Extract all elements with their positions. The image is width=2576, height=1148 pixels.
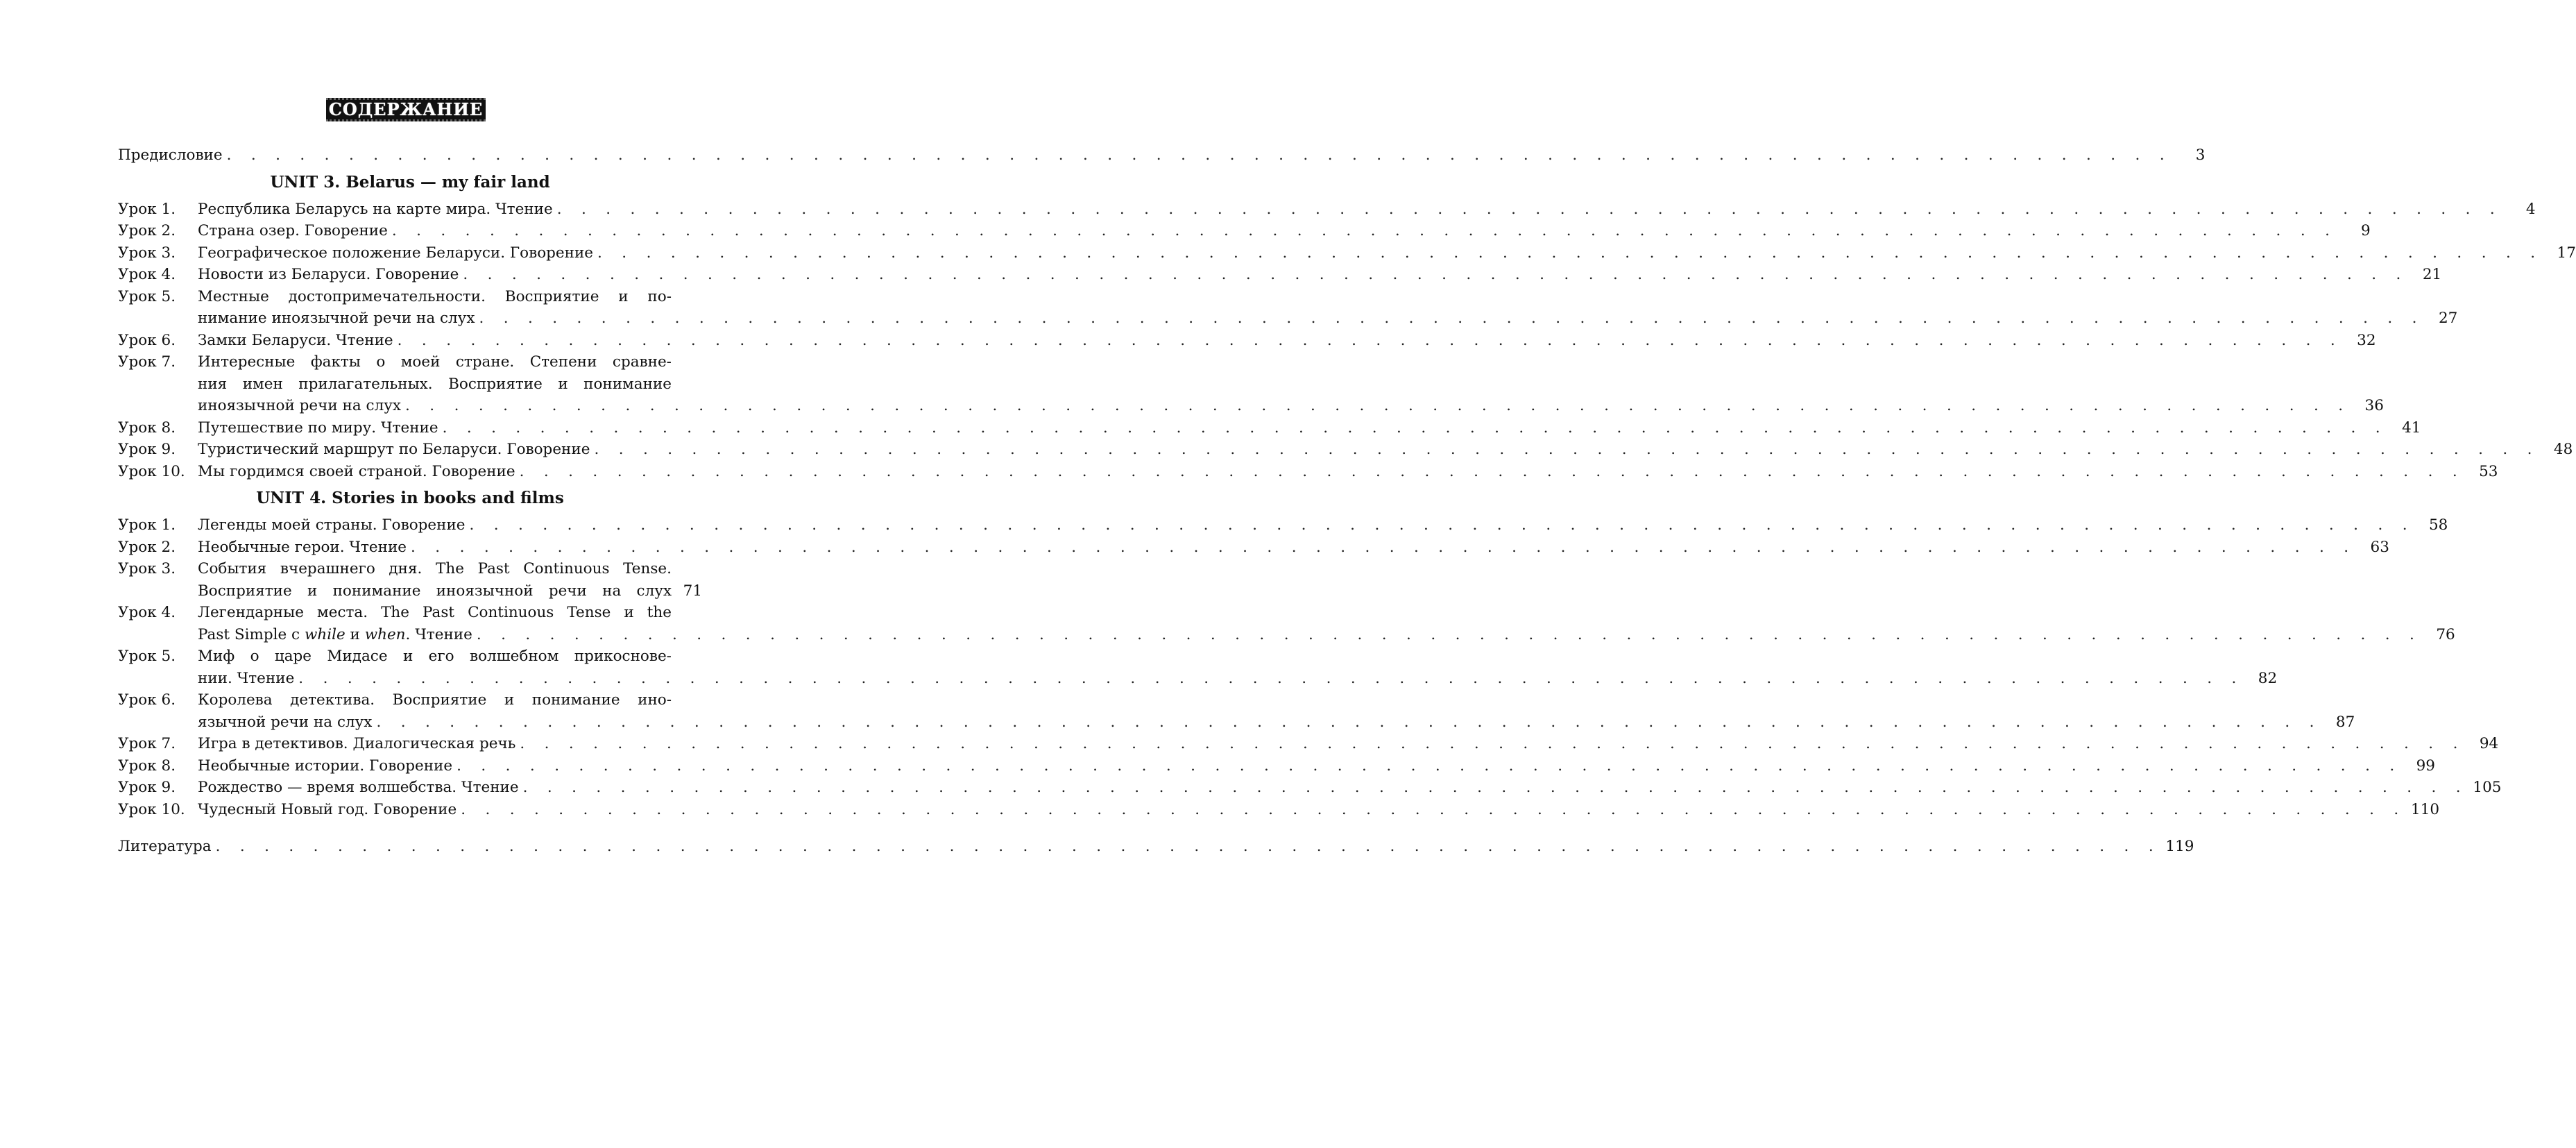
- lesson-label: Урок 4.: [118, 604, 176, 621]
- lesson-title: Интересные факты о моей стране. Степени сравне-: [198, 353, 672, 371]
- toc-entry-lesson[interactable]: [118, 351, 702, 373]
- lesson-label: Урок 2.: [118, 222, 176, 239]
- lesson-title: нии. Чтение: [198, 669, 295, 687]
- leader-dots: . . . . . . . . . . . . . . . . . . . . . . . . . . . . . . . . . . . . . . . . . . . . . . . . . . . . . . . . . . . . . . . . . . . . . . . . . . . . . . . .: [522, 779, 2468, 796]
- toc-entry-lesson[interactable]: [118, 242, 2576, 264]
- lesson-label: Урок 2.: [118, 538, 176, 556]
- toc-entry-lesson[interactable]: [118, 417, 2421, 439]
- page-number: 119: [2165, 838, 2194, 855]
- lesson-title: Туристический маршрут по Беларуси. Говорение: [198, 441, 590, 458]
- lesson-title: Чудесный Новый год. Говорение: [198, 800, 457, 818]
- lesson-label: Урок 1.: [118, 200, 176, 218]
- lesson-label: Урок 3.: [118, 244, 176, 262]
- toc-entry-preface[interactable]: [118, 144, 2206, 167]
- lesson-label: Урок 8.: [118, 757, 176, 775]
- lesson-title: Игра в детективов. Диалогическая речь: [198, 735, 516, 752]
- toc-entry-lesson[interactable]: [118, 755, 2435, 777]
- lesson-label: Урок 8.: [118, 419, 176, 437]
- lesson-label: Урок 1.: [118, 516, 176, 534]
- page-number: 53: [2479, 462, 2498, 480]
- page-number: 105: [2473, 779, 2502, 796]
- page-number: 3: [2195, 146, 2206, 164]
- title-wrap: [0, 98, 812, 121]
- units-container: [118, 167, 2576, 821]
- leader-dots: . . . . . . . . . . . . . . . . . . . . . . . . . . . . . . . . . . . . . . . . . . . . . . . . . . . . . . . . . . . . . . . . . . . . . . . . . . . . . . . .: [520, 735, 2466, 752]
- toc-entry-continuation[interactable]: [118, 624, 2455, 646]
- lesson-label: Урок 9.: [118, 441, 176, 458]
- page-number: 27: [2438, 310, 2458, 327]
- lesson-label: Урок 10.: [118, 800, 185, 818]
- lesson-title: Рождество — время волшебства. Чтение: [198, 779, 519, 796]
- lesson-title: Местные достопримечательности. Восприятие и по-: [198, 287, 672, 305]
- toc-entry-lesson[interactable]: [118, 645, 702, 668]
- leader-dots: . . . . . . . . . . . . . . . . . . . . . . . . . . . . . . . . . . . . . . . . . . . . . . . . . . . . . . . . . . . . . . . . . . . . . . . . . . . . . . . .: [476, 625, 2422, 643]
- lesson-label: Урок 5.: [118, 648, 176, 665]
- page-number: 94: [2479, 735, 2499, 752]
- lesson-title: Королева детектива. Восприятие и понимание ино-: [198, 691, 672, 709]
- lesson-title: Географическое положение Беларуси. Говорение: [198, 244, 594, 262]
- leader-dots: . . . . . . . . . . . . . . . . . . . . . . . . . . . . . . . . . . . . . . . . . . . . . . . . . . . . . . . . . . . . . . . . . . . . . . . . . . . . . . . .: [411, 538, 2356, 556]
- page-number: 17: [2557, 244, 2576, 262]
- page-number: 71: [683, 582, 702, 600]
- page-number: 9: [2361, 222, 2371, 239]
- page-number: 87: [2335, 713, 2355, 731]
- spacer: [118, 820, 702, 836]
- page-number: 21: [2422, 266, 2442, 283]
- toc-entry-continuation[interactable]: [118, 668, 2278, 690]
- lesson-title: События вчерашнего дня. The Past Continuous Tense.: [198, 560, 672, 577]
- leader-dots: . . . . . . . . . . . . . . . . . . . . . . . . . . . . . . . . . . . . . . . . . . . . . . . . . . . . . . . . . . . . . . . . . . . . . . . . . . . . . . . .: [479, 310, 2425, 327]
- lesson-title: Необычные истории. Говорение: [198, 757, 453, 775]
- page-number: 41: [2402, 419, 2421, 437]
- lesson-title: Восприятие и понимание иноязычной речи на слух: [198, 582, 672, 600]
- toc-entry-lesson[interactable]: [118, 461, 2498, 483]
- toc-entry-lesson[interactable]: [118, 514, 2448, 537]
- entry-title: Предисловие: [118, 146, 223, 164]
- leader-dots: . . . . . . . . . . . . . . . . . . . . . . . . . . . . . . . . . . . . . . . . . . . . . . . . . . . . . . . . . . . . . . . . . . . . . . . . . . . . . . . .: [594, 441, 2540, 458]
- toc-entry-lesson[interactable]: [118, 330, 2376, 352]
- toc-entry-lesson[interactable]: [118, 602, 702, 624]
- leader-dots: . . . . . . . . . . . . . . . . . . . . . . . . . . . . . . . . . . . . . . . . . . . . . . . . . . . . . . . . . . . . . . . . . . . . . . . . . . . . . . . .: [442, 419, 2388, 437]
- leader-dots: . . . . . . . . . . . . . . . . . . . . . . . . . . . . . . . . . . . . . . . . . . . . . . . . . . . . . . . . . . . . . . . . . . . . . . . . . . . . . . . .: [215, 838, 2161, 855]
- toc-entry-continuation[interactable]: [118, 395, 2384, 417]
- page-number: 76: [2436, 625, 2455, 643]
- lesson-title: Необычные герои. Чтение: [198, 538, 407, 556]
- toc-entry-lesson[interactable]: [118, 286, 702, 308]
- leader-dots: . . . . . . . . . . . . . . . . . . . . . . . . . . . . . . . . . . . . . . . . . . . . . . . . . . . . . . . . . . . . . . . . . . . . . . . . . . . . . . . .: [397, 331, 2343, 349]
- lesson-label: Урок 5.: [118, 287, 176, 305]
- toc-entry-continuation[interactable]: [118, 580, 702, 602]
- page-number: 99: [2416, 757, 2435, 775]
- toc-entry-lesson[interactable]: [118, 537, 2389, 559]
- lesson-label: Урок 3.: [118, 560, 176, 577]
- leader-dots: . . . . . . . . . . . . . . . . . . . . . . . . . . . . . . . . . . . . . . . . . . . . . . . . . . . . . . . . . . . . . . . . . . . . . . . . . . . . . . . .: [376, 713, 2322, 731]
- lesson-label: Урок 7.: [118, 735, 176, 752]
- toc-entry-lesson[interactable]: [118, 733, 2499, 755]
- toc-entry-lesson[interactable]: [118, 439, 2573, 461]
- lesson-title: язычной речи на слух: [198, 713, 373, 731]
- lesson-title: Легендарные места. The Past Continuous Tense и the: [198, 604, 672, 621]
- toc-entry-lesson[interactable]: [118, 689, 702, 711]
- leader-dots: . . . . . . . . . . . . . . . . . . . . . . . . . . . . . . . . . . . . . . . . . . . . . . . . . . . . . . . . . . . . . . . . . . . . . . . . . . . . . . . .: [226, 146, 2172, 164]
- toc-entry-lesson[interactable]: [118, 799, 2440, 821]
- page-number: 4: [2525, 200, 2536, 218]
- lesson-title: Путешествие по миру. Чтение: [198, 419, 438, 437]
- leader-dots: . . . . . . . . . . . . . . . . . . . . . . . . . . . . . . . . . . . . . . . . . . . . . . . . . . . . . . . . . . . . . . . . . . . . . . . . . . . . . . . .: [461, 800, 2407, 818]
- page-number: 48: [2553, 441, 2573, 458]
- unit-heading: UNIT 3. Belarus — my fair land: [270, 172, 550, 192]
- leader-dots: . . . . . . . . . . . . . . . . . . . . . . . . . . . . . . . . . . . . . . . . . . . . . . . . . . . . . . . . . . . . . . . . . . . . . . . . . . . . . . . .: [405, 397, 2351, 414]
- page-number: 36: [2364, 397, 2384, 414]
- lesson-title: Новости из Беларуси. Говорение: [198, 266, 459, 283]
- lesson-title: Past Simple с while и when. Чтение: [198, 625, 472, 643]
- leader-dots: . . . . . . . . . . . . . . . . . . . . . . . . . . . . . . . . . . . . . . . . . . . . . . . . . . . . . . . . . . . . . . . . . . . . . . . . . . . . . . . .: [469, 516, 2415, 534]
- leader-dots: . . . . . . . . . . . . . . . . . . . . . . . . . . . . . . . . . . . . . . . . . . . . . . . . . . . . . . . . . . . . . . . . . . . . . . . . . . . . . . . .: [519, 462, 2465, 480]
- italic-term: while: [304, 625, 346, 643]
- lesson-title: ния имен прилагательных. Восприятие и понимание: [198, 375, 672, 393]
- leader-dots: . . . . . . . . . . . . . . . . . . . . . . . . . . . . . . . . . . . . . . . . . . . . . . . . . . . . . . . . . . . . . . . . . . . . . . . . . . . . . . . .: [457, 757, 2402, 775]
- toc-entry-lesson[interactable]: [118, 777, 2502, 799]
- lesson-label: Урок 6.: [118, 691, 176, 709]
- page-number: 63: [2370, 538, 2389, 556]
- page-number: 58: [2429, 516, 2448, 534]
- table-of-contents: [118, 144, 2576, 858]
- lesson-label: Урок 10.: [118, 462, 185, 480]
- lesson-label: Урок 4.: [118, 266, 176, 283]
- lesson-label: Урок 9.: [118, 779, 176, 796]
- toc-entry-lesson[interactable]: [118, 558, 702, 580]
- page-number: 82: [2258, 669, 2278, 687]
- leader-dots: . . . . . . . . . . . . . . . . . . . . . . . . . . . . . . . . . . . . . . . . . . . . . . . . . . . . . . . . . . . . . . . . . . . . . . . . . . . . . . . .: [298, 669, 2244, 687]
- lesson-title: Замки Беларуси. Чтение: [198, 331, 393, 349]
- toc-entry-continuation[interactable]: [118, 373, 702, 396]
- page-number: 32: [2357, 331, 2376, 349]
- lesson-title: Миф о царе Мидасе и его волшебном прикоснове-: [198, 648, 672, 665]
- toc-entry-lesson[interactable]: [118, 220, 2371, 242]
- leader-dots: . . . . . . . . . . . . . . . . . . . . . . . . . . . . . . . . . . . . . . . . . . . . . . . . . . . . . . . . . . . . . . . . . . . . . . . . . . . . . . . .: [556, 200, 2502, 218]
- toc-entry-continuation[interactable]: [118, 711, 2355, 734]
- lesson-label: Урок 6.: [118, 331, 176, 349]
- lesson-title: Мы гордимся своей страной. Говорение: [198, 462, 515, 480]
- toc-entry-literature[interactable]: [118, 836, 2194, 858]
- lesson-title: Республика Беларусь на карте мира. Чтение: [198, 200, 553, 218]
- toc-entry-continuation[interactable]: [118, 307, 2458, 330]
- page-number: 110: [2411, 800, 2440, 818]
- unit-heading: UNIT 4. Stories in books and films: [256, 489, 564, 507]
- lesson-title: Страна озер. Говорение: [198, 222, 388, 239]
- leader-dots: . . . . . . . . . . . . . . . . . . . . . . . . . . . . . . . . . . . . . . . . . . . . . . . . . . . . . . . . . . . . . . . . . . . . . . . . . . . . . . . .: [463, 266, 2409, 283]
- lesson-label: Урок 7.: [118, 353, 176, 371]
- entry-title: Литература: [118, 838, 212, 855]
- leader-dots: . . . . . . . . . . . . . . . . . . . . . . . . . . . . . . . . . . . . . . . . . . . . . . . . . . . . . . . . . . . . . . . . . . . . . . . . . . . . . . . .: [597, 244, 2543, 262]
- toc-entry-lesson[interactable]: [118, 199, 2536, 221]
- lesson-title: Легенды моей страны. Говорение: [198, 516, 466, 534]
- leader-dots: . . . . . . . . . . . . . . . . . . . . . . . . . . . . . . . . . . . . . . . . . . . . . . . . . . . . . . . . . . . . . . . . . . . . . . . . . . . . . . . .: [391, 222, 2337, 239]
- lesson-title: нимание иноязычной речи на слух: [198, 310, 475, 327]
- page-title: СОДЕРЖАНИЕ: [326, 98, 486, 121]
- italic-term: when: [364, 625, 406, 643]
- lesson-title: иноязычной речи на слух: [198, 397, 402, 414]
- toc-entry-lesson[interactable]: [118, 264, 2442, 286]
